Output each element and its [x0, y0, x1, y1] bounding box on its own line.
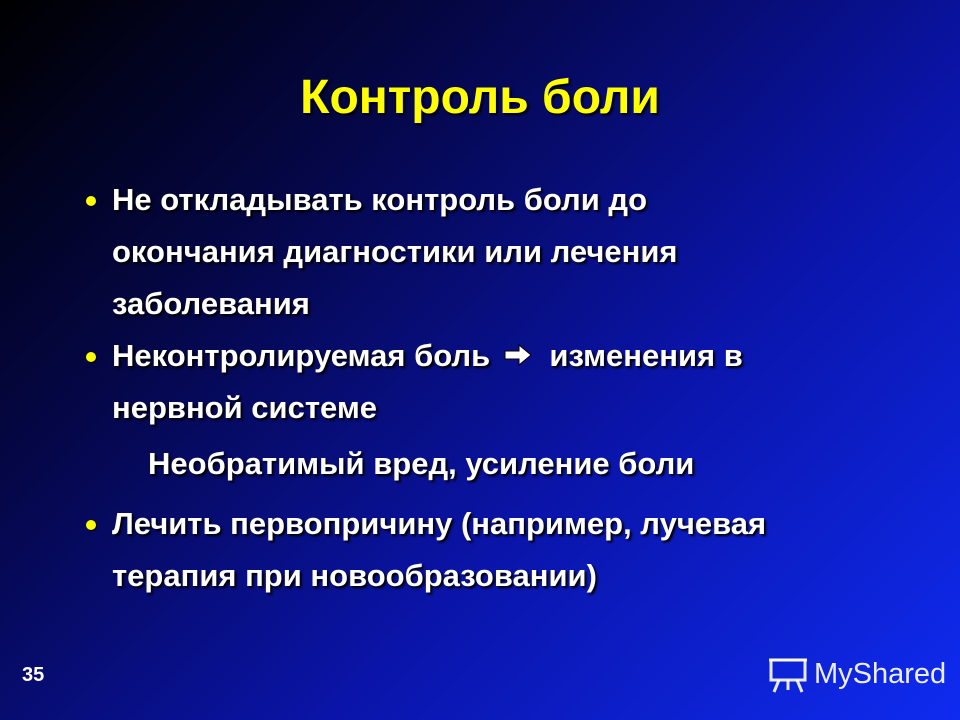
projector-screen-icon [768, 656, 808, 694]
bullet-line: терапия при новообразовании) [112, 558, 597, 593]
page-number: 35 [22, 664, 45, 686]
bullet-line: Не откладывать контроль боли до [112, 182, 648, 217]
bullet-text [112, 174, 902, 330]
right-arrow-icon [503, 342, 533, 368]
bullet-icon [86, 520, 96, 530]
bullet-line: заболевания [112, 286, 310, 321]
bullet-line: Лечить первопричину (например, лучевая [112, 506, 767, 541]
bullet-text [112, 498, 902, 602]
bullet-icon [86, 352, 96, 362]
bullet-part: изменения в [549, 338, 743, 373]
bullet-line [112, 330, 902, 382]
bullet-line: нервной системе [112, 390, 378, 425]
watermark-text: MyShared [814, 658, 947, 690]
bullet-icon [86, 196, 96, 206]
bullet-part: Неконтролируемая боль [112, 338, 491, 373]
slide-title: Контроль боли [300, 71, 660, 124]
bullet-line: окончания диагностики или лечения [112, 234, 678, 269]
sub-text: Необратимый вред, усиление боли [148, 446, 695, 481]
bullet-text [112, 330, 902, 434]
